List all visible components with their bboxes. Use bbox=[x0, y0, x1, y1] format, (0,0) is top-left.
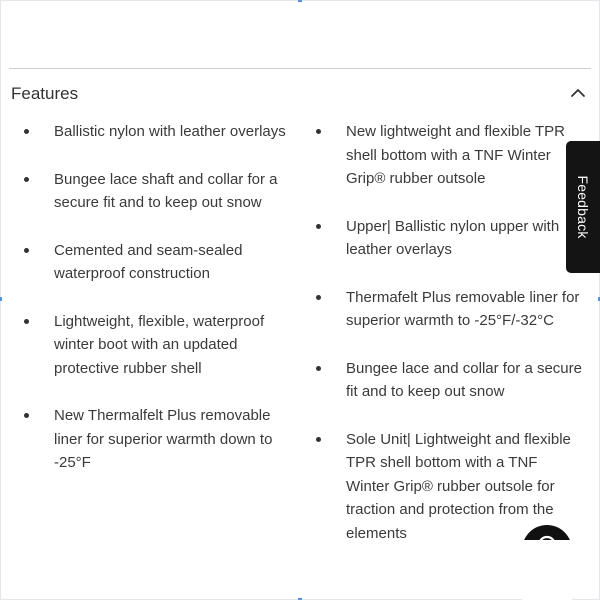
viewport-crop bbox=[522, 540, 572, 600]
feature-item: Ballistic nylon with leather overlays bbox=[22, 120, 292, 144]
frame-tick-top bbox=[298, 0, 302, 2]
feature-item: Thermafelt Plus removable liner for superior warmth to -25°F/-32°C bbox=[314, 286, 584, 333]
feature-item: Lightweight, flexible, waterproof winter boot with an updated protective rubber shell bbox=[22, 310, 292, 381]
section-divider bbox=[9, 68, 591, 69]
feedback-label: Feedback bbox=[575, 175, 591, 239]
feature-item: Bungee lace and collar for a secure fit and to keep out snow bbox=[314, 357, 584, 404]
chevron-up-icon[interactable] bbox=[567, 82, 589, 104]
feature-item: Upper| Ballistic nylon upper with leather overlays bbox=[314, 215, 584, 262]
feature-item: Cemented and seam-sealed waterproof construction bbox=[22, 239, 292, 286]
frame-tick-left bbox=[0, 297, 2, 301]
features-title: Features bbox=[11, 84, 79, 103]
features-accordion-header[interactable] bbox=[11, 80, 591, 110]
feedback-tab[interactable] bbox=[566, 141, 600, 273]
features-list-left bbox=[22, 120, 292, 499]
feature-item: Bungee lace shaft and collar for a secure fit and to keep out snow bbox=[22, 168, 292, 215]
feature-item: New Thermalfelt Plus removable liner for superior warmth down to -25°F bbox=[22, 404, 292, 475]
features-list-right bbox=[314, 120, 584, 569]
feature-item: Sole Unit| Lightweight and flexible TPR shell bottom with a TNF Winter Grip® rubber outsole for traction and protection from the elements bbox=[314, 428, 584, 546]
feature-item: New lightweight and flexible TPR shell bottom with a TNF Winter Grip® rubber outsole bbox=[314, 120, 584, 191]
